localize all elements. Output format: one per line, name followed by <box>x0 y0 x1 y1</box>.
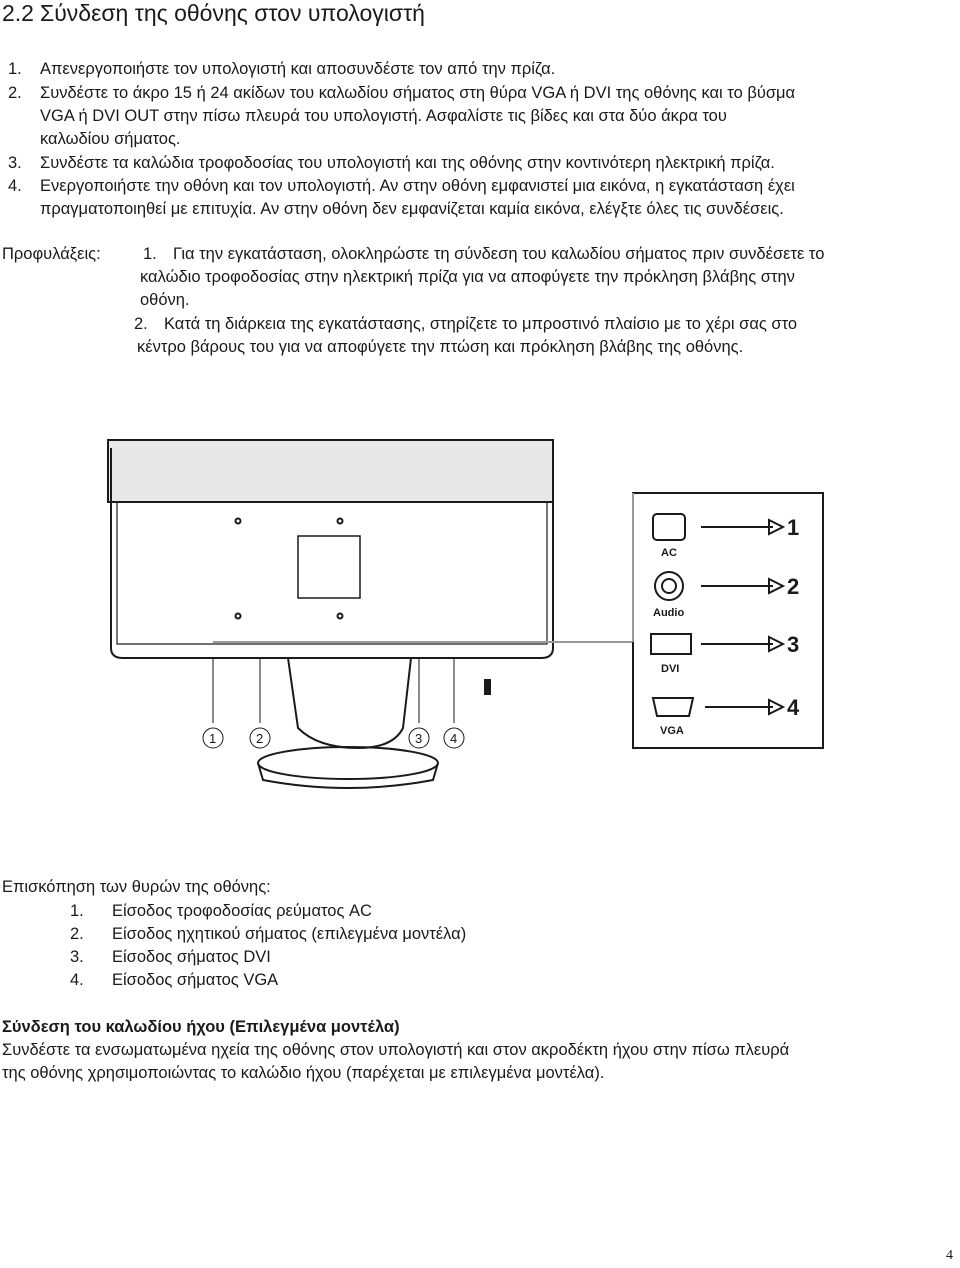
step-line: VGA ή DVI OUT στην πίσω πλευρά του υπολογιστή. Ασφαλίστε τις βίδες και στα δύο άκρα του <box>40 107 727 125</box>
page-number: 4 <box>946 1248 953 1263</box>
step-line: πραγματοποιηθεί με επιτυχία. Αν στην οθόνη δεν εμφανίζεται καμία εικόνα, ελέγξτε όλες τις συνδέσεις. <box>40 200 784 218</box>
overview-heading: Επισκόπηση των θυρών της οθόνης: <box>2 878 271 896</box>
precaution-number: 1. <box>143 245 157 263</box>
precaution-line: καλώδιο τροφοδοσίας στην ηλεκτρική πρίζα για να αποφύγετε την πρόκληση βλάβης στην <box>140 268 795 286</box>
dvi-port-icon <box>651 634 691 654</box>
step-number: 3. <box>8 154 22 172</box>
audio-jack-icon <box>662 579 676 593</box>
precautions-label: Προφυλάξεις: <box>2 245 101 263</box>
overview-text: Είσοδος τροφοδοσίας ρεύματος AC <box>112 902 372 920</box>
inner-panel <box>117 502 547 644</box>
overview-number: 1. <box>70 902 84 920</box>
screw-hole <box>338 519 343 524</box>
section-title-text: Σύνδεση της οθόνης στον υπολογιστή <box>40 0 425 26</box>
audio-line: Συνδέστε τα ενσωματωμένα ηχεία της οθόνης στον υπολογιστή και στον ακροδέκτη ήχου στην πίσω πλευρά <box>2 1041 790 1059</box>
ac-port-icon <box>653 514 685 540</box>
step-line: Απενεργοποιήστε τον υπολογιστή και αποσυνδέστε τον από την πρίζα. <box>40 60 556 78</box>
screw-hole <box>338 614 343 619</box>
step-line: Συνδέστε τα καλώδια τροφοδοσίας του υπολογιστή και της οθόνης στην κοντινότερη ηλεκτρική πρίζα. <box>40 154 775 172</box>
overview-number: 3. <box>70 948 84 966</box>
port-label: AC <box>661 547 677 559</box>
callout-label: 1 <box>209 731 217 746</box>
stand-base-edge <box>258 763 438 788</box>
precaution-line: οθόνη. <box>140 291 190 309</box>
step-number: 1. <box>8 60 22 78</box>
overview-number: 2. <box>70 925 84 943</box>
screw-hole <box>236 519 241 524</box>
port-label: VGA <box>660 725 684 737</box>
step-line: Συνδέστε το άκρο 15 ή 24 ακίδων του καλωδίου σήματος στη θύρα VGA ή DVI της οθόνης και το βύσμα <box>40 84 796 102</box>
step-line: Ενεργοποιήστε την οθόνη και τον υπολογιστή. Αν στην οθόνη εμφανιστεί μια εικόνα, η εγκατάσταση έχει <box>40 177 795 195</box>
precautions <box>0 243 960 363</box>
inset-callout: 1 <box>787 515 800 540</box>
inset-callout: 4 <box>787 695 800 720</box>
overview-number: 4. <box>70 971 84 989</box>
precaution-line: κέντρο βάρους του για να αποφύγετε την πτώση και πρόκληση βλάβης της οθόνης. <box>137 338 744 356</box>
audio-line: της οθόνης χρησιμοποιώντας το καλώδιο ήχου (παρέχεται με επιλεγμένα μοντέλα). <box>2 1064 605 1082</box>
vesa-mount <box>298 536 360 598</box>
step-number: 2. <box>8 84 22 102</box>
port-label: DVI <box>661 663 680 675</box>
callout-label: 3 <box>415 731 423 746</box>
callout-label: 4 <box>450 731 458 746</box>
monitor-rear-svg <box>93 418 833 803</box>
stand-neck <box>288 658 411 748</box>
audio-heading: Σύνδεση του καλωδίου ήχου (Επιλεγμένα μοντέλα) <box>2 1018 400 1036</box>
section-number: 2.2 <box>2 0 34 26</box>
lock-slot-icon <box>485 680 490 694</box>
precaution-number: 2. <box>134 315 148 333</box>
step-line: καλωδίου σήματος. <box>40 130 181 148</box>
overview-text: Είσοδος σήματος DVI <box>112 948 271 966</box>
monitor-rear-diagram <box>93 418 833 803</box>
screw-hole <box>236 614 241 619</box>
step-number: 4. <box>8 177 22 195</box>
vga-port-icon <box>653 698 693 716</box>
overview-text: Είσοδος ηχητικού σήματος (επιλεγμένα μοντέλα) <box>112 925 467 943</box>
precaution-line: Κατά τη διάρκεια της εγκατάστασης, στηρίζετε το μπροστινό πλαίσιο με το χέρι σας στο <box>164 315 798 333</box>
inset-callout: 3 <box>787 632 800 657</box>
vent-area <box>108 440 553 502</box>
section-title <box>2 0 425 27</box>
precaution-line: Για την εγκατάσταση, ολοκληρώστε τη σύνδεση του καλωδίου σήματος πριν συνδέσετε το <box>173 245 825 263</box>
overview-text: Είσοδος σήματος VGA <box>112 971 279 989</box>
port-label: Audio <box>653 607 685 619</box>
callout-label: 2 <box>256 731 264 746</box>
stand-base <box>258 747 438 779</box>
audio-section <box>2 1016 960 1085</box>
audio-port-icon <box>655 572 683 600</box>
inset-callout: 2 <box>787 574 800 599</box>
port-overview <box>0 876 960 996</box>
